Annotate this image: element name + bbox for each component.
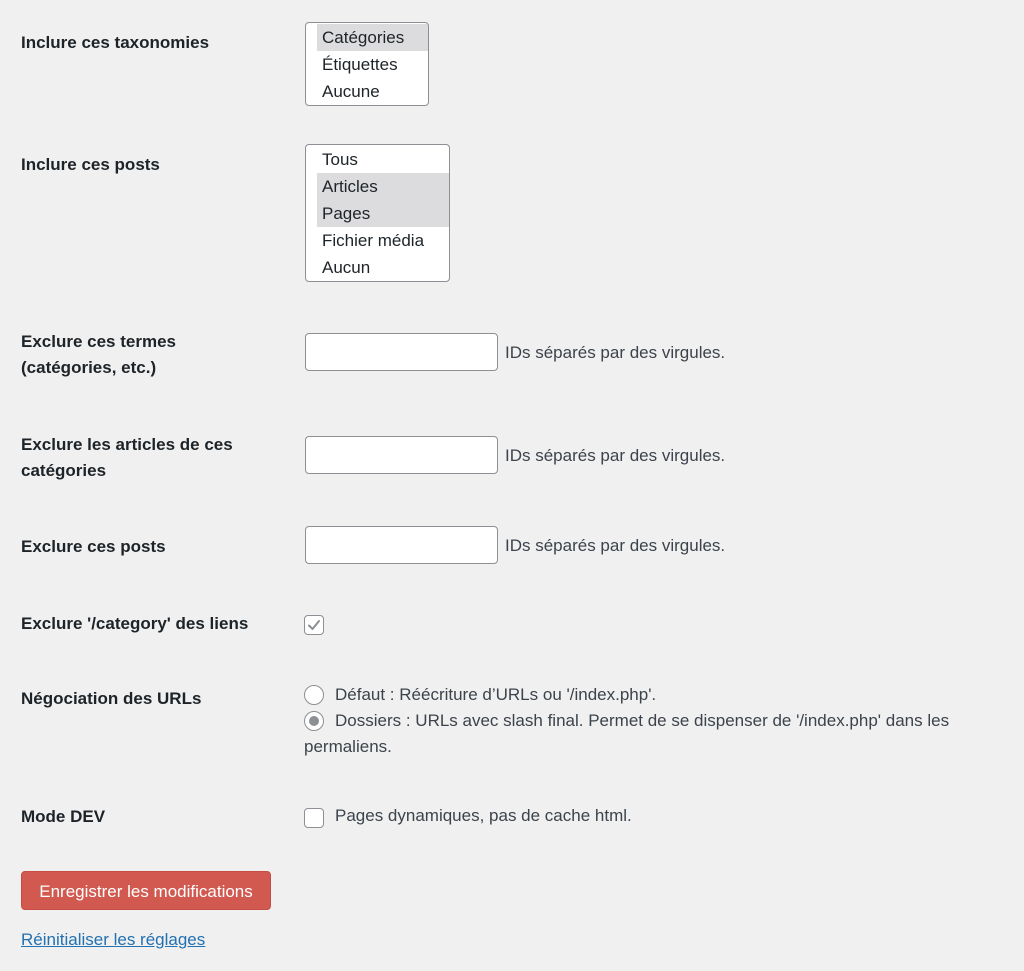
dev-mode-checkbox[interactable]: [304, 808, 324, 828]
exclude-terms-hint: IDs séparés par des virgules.: [505, 343, 726, 362]
exclude-terms-input[interactable]: [305, 333, 498, 371]
taxonomies-multiselect[interactable]: [305, 22, 429, 106]
exclude-terms-label: Exclure ces termes (catégories, etc.): [21, 332, 176, 377]
exclude-category-links-label: Exclure '/category' des liens: [21, 614, 249, 633]
taxonomy-option-etiquettes[interactable]: Étiquettes: [322, 55, 398, 74]
post-option-articles[interactable]: Articles: [317, 173, 449, 200]
checkmark-icon: [307, 618, 321, 632]
save-button[interactable]: Enregistrer les modifications: [21, 871, 271, 910]
exclude-category-articles-hint: IDs séparés par des virgules.: [505, 446, 726, 465]
post-option-tous[interactable]: Tous: [322, 150, 358, 169]
exclude-category-articles-input[interactable]: [305, 436, 498, 474]
dev-mode-option-label: Pages dynamiques, pas de cache html.: [335, 806, 632, 825]
exclude-category-links-checkbox[interactable]: [304, 615, 324, 635]
exclude-posts-label: Exclure ces posts: [21, 537, 166, 556]
post-option-aucun[interactable]: Aucun: [322, 258, 371, 277]
taxonomy-option-categories[interactable]: Catégories: [317, 24, 428, 51]
post-option-fichier-media[interactable]: Fichier média: [322, 231, 425, 250]
url-negotiation-default-label: Défaut : Réécriture d’URLs ou '/index.php'.: [335, 685, 657, 704]
posts-multiselect[interactable]: [305, 144, 450, 282]
exclude-posts-input[interactable]: [305, 526, 498, 564]
url-negotiation-radio-dossiers[interactable]: [304, 711, 324, 731]
url-negotiation-label: Négociation des URLs: [21, 689, 202, 708]
post-option-pages[interactable]: Pages: [317, 200, 449, 227]
taxonomy-option-aucune[interactable]: Aucune: [322, 82, 380, 101]
exclude-posts-hint: IDs séparés par des virgules.: [505, 536, 726, 555]
radio-selected-dot: [309, 716, 319, 726]
reset-settings-link[interactable]: Réinitialiser les réglages: [21, 930, 206, 949]
url-negotiation-radio-default[interactable]: [304, 685, 324, 705]
url-negotiation-dossiers-label: Dossiers : URLs avec slash final. Permet de se dispenser de '/index.php' dans les: [335, 711, 950, 730]
dev-mode-label: Mode DEV: [21, 807, 106, 826]
url-negotiation-dossiers-label-cont: permaliens.: [304, 737, 392, 756]
exclude-category-articles-label: Exclure les articles de ces catégories: [21, 435, 233, 480]
posts-label: Inclure ces posts: [21, 155, 160, 174]
taxonomies-label: Inclure ces taxonomies: [21, 33, 210, 52]
